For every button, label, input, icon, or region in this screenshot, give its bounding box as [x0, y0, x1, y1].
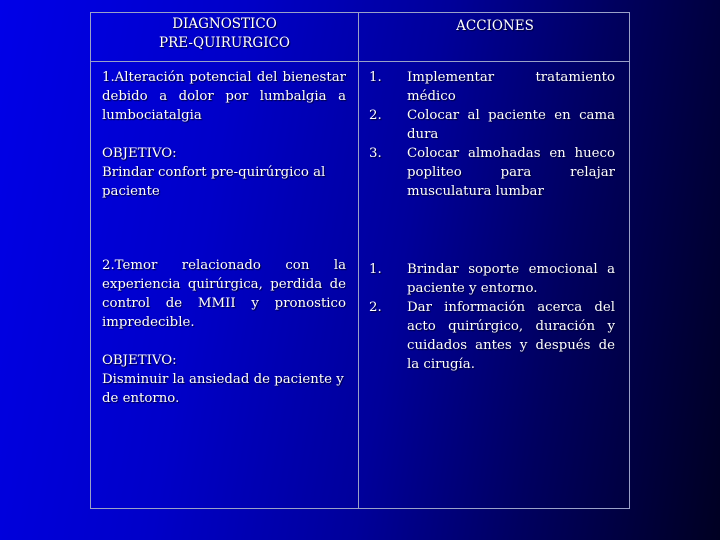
- row-1-objective-label: OBJETIVO:: [102, 146, 177, 161]
- row-1-diagnosis: 1.Alteración potencial del bienestar debido a dolor por lumbalgia a lumbociatalgia: [102, 70, 346, 123]
- row-1-action-1: Implementar tratamiento médico: [407, 70, 615, 104]
- row-1-action-1-number: 1.: [369, 70, 382, 85]
- care-plan-table: [90, 12, 630, 509]
- row-1-action-2: Colocar al paciente en cama dura: [407, 108, 615, 142]
- row-2-objective: Disminuir la ansiedad de paciente y de entorno.: [102, 372, 344, 406]
- header-divider: [91, 61, 629, 62]
- row-1-action-2-number: 2.: [369, 108, 382, 123]
- row-2-action-1: Brindar soporte emocional a paciente y entorno.: [407, 262, 615, 296]
- row-2-diagnosis: 2.Temor relacionado con la experiencia quirúrgica, perdida de control de MMII y pronostico impredecible.: [102, 258, 346, 330]
- header-diagnostico: [91, 15, 358, 53]
- row-2-action-1-number: 1.: [369, 262, 382, 277]
- row-2-diagnosis-cell: [102, 256, 346, 408]
- header-diagnostico-line2: PRE-QUIRURGICO: [159, 35, 290, 51]
- row-1-objective: Brindar confort pre-quirúrgico al paciente: [102, 165, 326, 199]
- row-1-action-3-number: 3.: [369, 146, 382, 161]
- row-2-objective-label: OBJETIVO:: [102, 353, 177, 368]
- row-2-action-2-number: 2.: [369, 300, 382, 315]
- row-2-action-2: Dar información acerca del acto quirúrgico, duración y cuidados antes y después de la cirugía.: [407, 300, 615, 372]
- header-acciones: ACCIONES: [456, 18, 534, 34]
- row-1-diagnosis-cell: [102, 68, 346, 201]
- header-diagnostico-line1: DIAGNOSTICO: [172, 16, 277, 32]
- column-divider: [358, 13, 359, 508]
- row-1-action-3: Colocar almohadas en hueco popliteo para relajar musculatura lumbar: [407, 146, 615, 199]
